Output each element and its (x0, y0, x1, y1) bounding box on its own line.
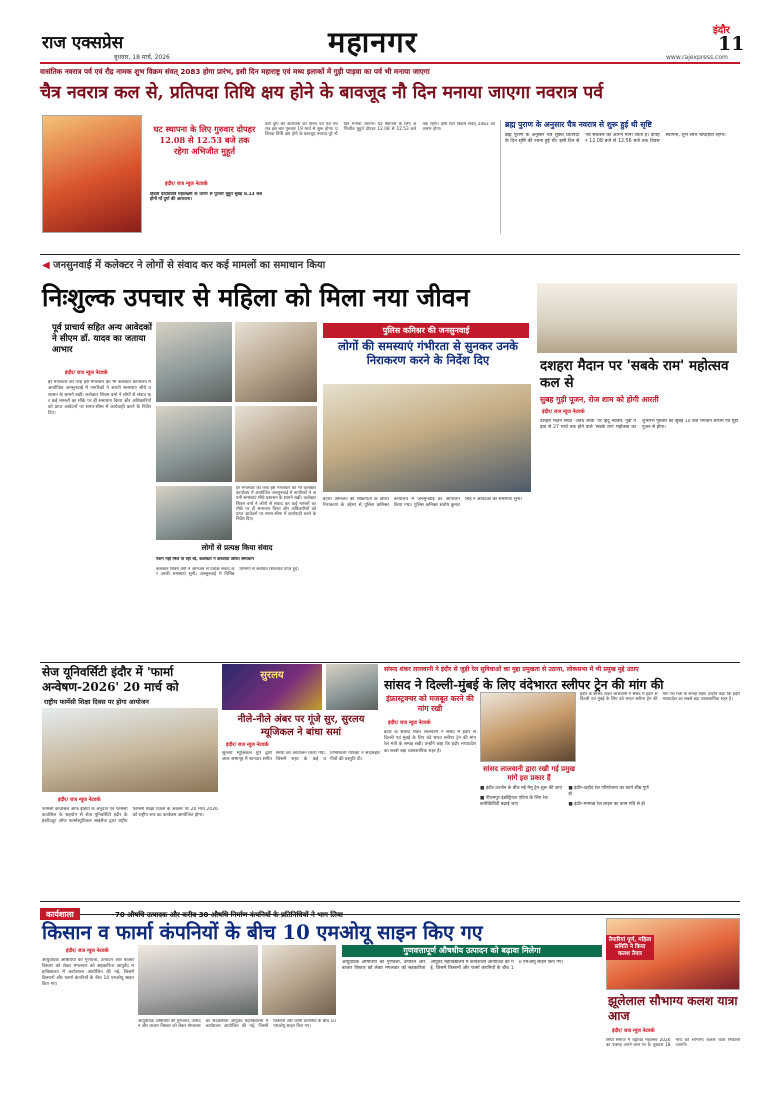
jan-box-body: कलेक्टर शिवम वर्मा ने आमजन से प्रत्यक्ष संवाद कर उनकी समस्याएं सुनीं। जनसुनवाई में विभिन्न विभागों से संबंधित शिकायतें प्राप्त हुईं। (156, 567, 299, 578)
kisan-headline: किसान व फार्मा कंपनियों के बीच 10 एमओयू साइन किए गए (42, 921, 483, 944)
page-number: 11 (718, 33, 745, 55)
jan-box-quote: पेंशन नहीं मिल पा रही थी, कलेक्टर ने करवाया त्वरित समाधान (156, 557, 254, 562)
list-item: ■ इंदौर-दाहोद रेल परियोजना का कार्य शीघ्र पूर्ण हो (568, 786, 649, 798)
kisan-body-2: आयुर्वेदिक औषधियों की गुणवत्ता, उत्पादन और बाजार विस्तार को लेकर मंगलवार को सहकारिता आयुर्वेद महाविद्यालय में कार्यशाला आयोजित की गई, जिसमें किसानों और फार्मा कंपनियों के बीच 10 एमओयू साइन किए गए। (138, 1019, 336, 1030)
jhulelal-headline: झूलेलाल सौभाग्य कलश यात्रा आज (608, 994, 738, 1023)
jan-byline: इंदौर/ राज न्यूज नेटवर्क (65, 370, 108, 376)
jan-headline: निःशुल्क उपचार से महिला को मिला नया जीवन (42, 283, 470, 312)
lalwani-sub: इंफ्रास्ट्रक्चर को मजबूत करने की मांग रखी (386, 694, 474, 713)
lalwani-body: इंदौर के सांसद शंकर लालवानी ने संसद में इंदौर से दिल्ली एवं मुंबई के लिए वंदे भारत स्लीपर ट्रेन की मांग रेल मंत्री के समक्ष रखी। उन्होंने कहा कि इंदौर मध्यप्रदेश का सबसे बड़ा व्यावसायिक शहर है। (384, 730, 476, 754)
city: इंदौर (713, 25, 730, 36)
sidebar-body: ब्रह्म पुराण के अनुसार चैत्र शुक्ल प्रतिपदा के दिन सृष्टि की रचना हुई थी। इसी दिन से नव संवत्सर का आरंभ माना जाता है। दोपहर 12.08 बजे से 12.56 बजे तक दिवस स्थापना, शुभ लाभ चौघड़िया रहेगा। (505, 133, 726, 144)
section-rule (40, 254, 740, 255)
point-text: पीथमपुर इंडस्ट्रियल एरिया के लिए रेल कनेक्टिविटी बढ़ाई जाए (480, 796, 548, 808)
lead-deck: घट स्थापना के लिए गुरुवार दोपहर 12.08 से 12.53 बजे तक रहेगा अभिजीत मुहूर्त (153, 124, 256, 156)
section-title: महानगर (328, 25, 418, 59)
jan-box-title: लोगों से प्रत्यक्ष किया संवाद (201, 543, 273, 552)
kisan-band: गुणवत्तापूर्ण औषधीय उत्पादन को बढ़ावा मिलेगा (342, 945, 602, 957)
lalwani-byline: इंदौर/ राज न्यूज नेटवर्क (388, 720, 431, 726)
sage-photo (42, 708, 218, 792)
jhulelal-byline: इंदौर/ राज न्यूज नेटवर्क (612, 1028, 655, 1034)
jhulelal-badge: तैयारियां पूर्ण, महिला समिति ने किया कलश तैयार (606, 935, 654, 960)
police-body: इंदौर। आमजन की शिकायतों के त्वरित निराकरण के उद्देश्य से पुलिस कमिश्नर कार्यालय में जनसुनवाई का आयोजन किया गया। पुलिस कमिश्नर संतोष कुमार सिंह ने आवेदकों की समस्याएं सुनीं। (323, 497, 523, 509)
list-item: ■ पीथमपुर इंडस्ट्रियल एरिया के लिए रेल कनेक्टिविटी बढ़ाई जाए (480, 796, 548, 808)
music-photo (222, 664, 322, 710)
paper-name: राज एक्सप्रेस (42, 33, 124, 53)
police-headline: लोगों की समस्याएं गंभीरता से सुनकर उनके निराकरण करने के निर्देश दिए (338, 339, 518, 367)
sage-byline: इंदौर/ राज न्यूज नेटवर्क (58, 797, 101, 803)
list-item: ■ इंदौर-उज्जैन के बीच नई मेमू ट्रेन शुरू की जाए (480, 786, 562, 791)
music-poster-text: सुरलय (260, 670, 284, 681)
karyashala-bar (40, 901, 740, 919)
lalwani-caption: सांसद लालवानी द्वारा रखी गई प्रमुख मांगें इस प्रकार हैं (482, 764, 576, 782)
kisan-band-body: आयुर्वेदिक औषधियों की गुणवत्ता, उत्पादन और बाजार विस्तार को लेकर मंगलवार को सहकारिता आयुर्वेद महाविद्यालय में कार्यशाला आयोजित की गई, जिसमें किसानों और फार्मा कंपनियों के बीच 10 एमओयू साइन किए गए। (342, 960, 564, 972)
point-text: इंदौर-दाहोद रेल परियोजना का कार्य शीघ्र पूर्ण हो (568, 786, 649, 798)
website-url[interactable]: www.rajexpress.com (666, 54, 728, 61)
list-item: ■ इंदौर-मनमाड रेल लाइन का काम गति से हो (568, 802, 645, 808)
music-headline: नीले-नीले अंबर पर गूंजे सुर, सुरलय म्यूजिकल ने बांधा समां (237, 714, 365, 738)
lead-kicker: वासंतिक नवरात्र पर्व एवं रौद्र नामक शुभ विक्रम संवत् 2083 होगा प्रारंभ, इसी दिन महाराष्ट्र एवं मध्य इलाकों में गुड़ी पाड़वा का पर्व भी मनाया जाएगा (40, 67, 430, 76)
music-photo-2 (326, 664, 378, 710)
kisan-byline: इंदौर/ राज न्यूज नेटवर्क (66, 948, 109, 954)
lalwani-headline: सांसद ने दिल्ली-मुंबई के लिए वंदेभारत स्लीपर ट्रेन की मांग की (384, 677, 664, 692)
police-photo (323, 384, 531, 492)
police-label: पुलिस कमिश्नर की जनसुनवाई (323, 323, 529, 338)
music-body: सुरलय म्यूजिकल ग्रुप द्वारा जाल सभागृह में शानदार संगीत संध्या का आयोजन किया गया, जिसमें शहर के कई प्रतिभाशाली गायकों ने सदाबहार गीतों की प्रस्तुति दी। (222, 751, 380, 762)
jan-kicker (42, 257, 742, 271)
karyashala-label: कार्यशाला (40, 908, 80, 920)
lalwani-body-col: इंदौर के सांसद शंकर लालवानी ने संसद में इंदौर से दिल्ली एवं मुंबई के लिए वंदे भारत स्लीपर ट्रेन की मांग रेल मंत्री के समक्ष रखी। उन्होंने कहा कि इंदौर मध्यप्रदेश का सबसे बड़ा व्यावसायिक शहर है। (580, 692, 740, 703)
kisan-photo-2 (262, 945, 336, 1015)
kicker-arrow-icon: ◀ (42, 260, 54, 271)
point-text: इंदौर-उज्जैन के बीच नई मेमू ट्रेन शुरू की जाए (485, 786, 562, 791)
dussehra-headline: दशहरा मैदान पर 'सबके राम' महोत्सव कल से (540, 358, 729, 391)
lead-body: देवी दुर्गा की आराधना का पावन पर्व चैत्र नवरात्र इस बार गुरुवार 19 मार्च से शुरू होगा। प्रतिपदा तिथि क्षय होने के बावजूद नवरात्र पूरे नौ दिन मनाया जाएगा। घट स्थापना के लिए अभिजीत मुहूर्त दोपहर 12.08 से 12.53 बजे तक रहेगा। इसी दिन विक्रम संवत् 2083 का आरंभ होगा। (265, 122, 495, 138)
karyashala-kicker: 70 औषधि उत्पादक और करीब 30 औषधि निर्माण कंपनियों के प्रतिनिधियों ने भाग लिया (114, 911, 343, 919)
jan-photo-5 (156, 486, 232, 540)
sage-body: फार्मेसी काउंसिल ऑफ इंडिया के अनुदान एवं फार्मेसी काउंसिल के सहयोग से सेज यूनिवर्सिटी इंदौर के इंस्टीट्यूट ऑफ फार्मास्युटिकल साइंसेज द्वारा राष्ट्रीय फार्मेसी शिक्षा दिवस के अवसर पर 20 मार्च 2026 को राष्ट्रीय स्तर का कार्यक्रम आयोजित होगा। (42, 807, 218, 824)
lalwani-points (480, 786, 740, 897)
jan-photo-1 (156, 322, 232, 402)
kisan-body: आयुर्वेदिक औषधियों की गुणवत्ता, उत्पादन और बाजार विस्तार को लेकर मंगलवार को सहकारिता आयुर्वेद महाविद्यालय में कार्यशाला आयोजित की गई, जिसमें किसानों और फार्मा कंपनियों के बीच 10 एमओयू साइन किए गए। (42, 958, 134, 987)
dussehra-sub: सुबह गुड़ी पूजन, रोज शाम को होगी आरती (540, 395, 659, 404)
durga-photo (42, 115, 142, 233)
jan-body: हर मंगलवार की तरह इस मंगलवार को भी कलेक्टर कार्यालय में आयोजित जनसुनवाई में नागरिकों ने अपनी समस्याएं सीधे प्रशासन के सामने रखीं। कलेक्टर शिवम वर्मा ने लोगों से संवाद कर कई मामलों का मौके पर ही समाधान किया और अधिकारियों को प्राप्त आवेदनों पर समय-सीमा में कार्यवाही करने के निर्देश दिए। (48, 380, 151, 417)
lead-sidebar (500, 120, 740, 234)
masthead (38, 22, 745, 62)
sage-headline: सेज यूनिवर्सिटी इंदौर में 'फार्मा अन्वेषण-2026' 20 मार्च को (42, 665, 179, 694)
lalwani-photo (480, 692, 576, 762)
dussehra-photo (537, 283, 737, 353)
point-text: इंदौर-मनमाड रेल लाइन का काम गति से हो (574, 802, 645, 808)
lalwani-kicker: सांसद शंकर लालवानी ने इंदौर से जुड़ी रेल सुविधाओं का मुद्दा प्रमुखता से उठाया, लोकसभा में भी प्रमुख मुद्दे उठाए (384, 666, 639, 673)
jhulelal-body: सिंधी समाज में चेट्रीचंड महोत्सव 2026 का उत्साह अपने चरम पर है। बुधवार 18 मार्च को सौभाग्य कलश यात्रा निकाली जाएगी। (606, 1038, 740, 1049)
date: बुधवार, 18 मार्च, 2026 (114, 54, 170, 61)
lead-headline: चैत्र नवरात्र कल से, प्रतिपदा तिथि क्षय होने के बावजूद नौ दिन मनाया जाएगा नवरात्र पर्व (40, 82, 604, 103)
lead-byline: इंदौर/ राज न्यूज नेटवर्क (165, 181, 208, 187)
sage-sub: राष्ट्रीय फार्मेसी शिक्षा दिवस पर होगा आयोजन (44, 698, 149, 706)
jan-photo-3 (156, 406, 232, 482)
jan-subhead: पूर्व प्राचार्य सहित अन्य आवेदकों ने सीएम डॉ. यादव का जताया आभार (52, 323, 152, 355)
kisan-photo-1 (138, 945, 258, 1015)
dussehra-body: दशहरा मैदान स्थित 'अवध लोक' पर हिंदू नववर्ष, गुड़ी पड़वा से 27 मार्च तक होने वाले 'सबके राम' महोत्सव का शुभारंभ गुरुवार को सुबह 10 बजे भगवान श्रीराम एवं गुड़ी पूजन से होगा। (540, 419, 738, 431)
jan-body-col2: हर मंगलवार की तरह इस मंगलवार को भी कलेक्टर कार्यालय में आयोजित जनसुनवाई में नागरिकों ने अपनी समस्याएं सीधे प्रशासन के सामने रखीं। कलेक्टर शिवम वर्मा ने लोगों से संवाद कर कई मामलों का मौके पर ही समाधान किया और अधिकारियों को प्राप्त आवेदनों पर समय-सीमा में कार्यवाही करने के निर्देश दिए। (236, 486, 316, 523)
sidebar-title: ब्रह्म पुराण के अनुसार चैत्र नवरात्र से शुरू हुई थी सृष्टि (505, 120, 652, 129)
jan-kicker-text: जनसुनवाई में कलेक्टर ने लोगों से संवाद कर कई मामलों का समाधान किया (53, 260, 326, 271)
jan-box (156, 543, 318, 658)
masthead-rule (40, 62, 740, 64)
dussehra-byline: इंदौर/ राज न्यूज नेटवर्क (542, 409, 585, 415)
music-byline: इंदौर/ राज न्यूज नेटवर्क (226, 742, 269, 748)
jan-photo-2 (235, 322, 317, 402)
jan-photo-4 (235, 406, 317, 482)
row3-rule (40, 662, 740, 663)
lead-body-intro: हिंदवीं दैवाधिदेवि महालक्ष्मी के जागर से पुरवारे मुहूर्त सुबह 8.13 बजे होगी माँ दुर्गा की आराधना। (150, 192, 262, 203)
